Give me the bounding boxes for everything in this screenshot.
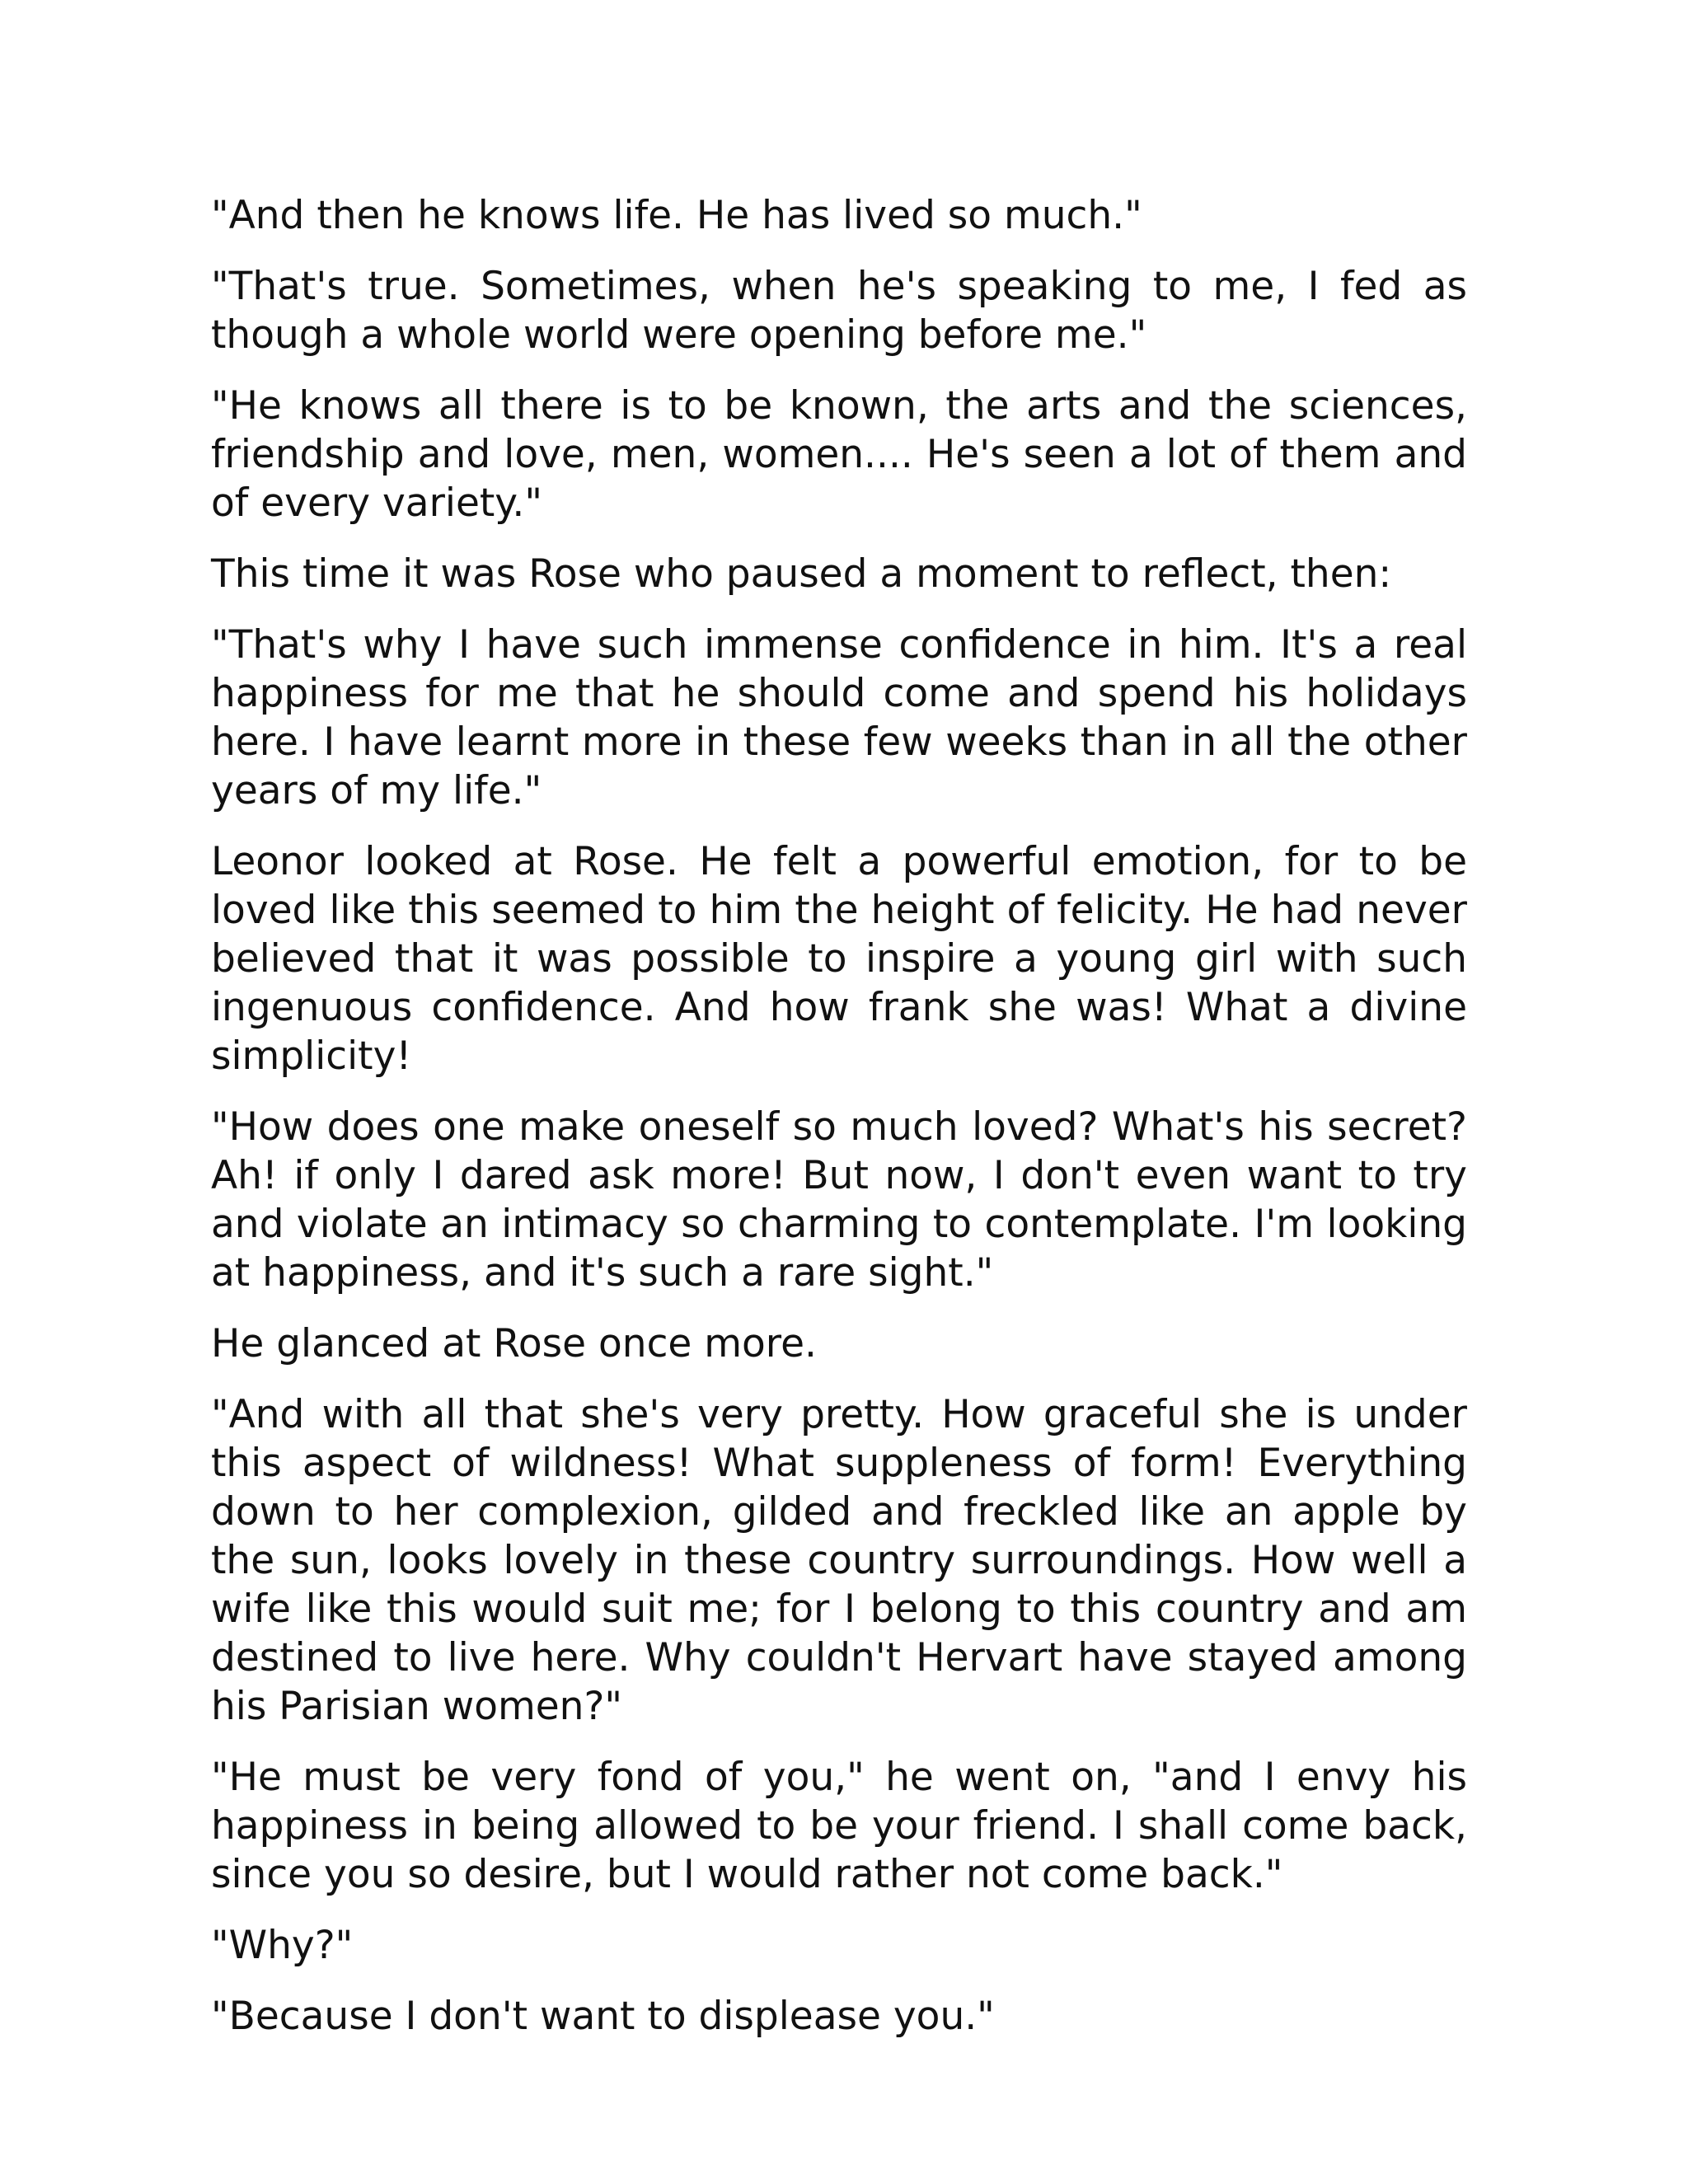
paragraph: "He knows all there is to be known, the arts and the sciences, friendship and love, men, women.... He's seen a lot of them and of every variety." bbox=[211, 383, 1467, 526]
paragraph: "And with all that she's very pretty. How graceful she is under this aspect of wildness! What suppleness of form! Everything down to her complexion, gilded and freckled like an apple by the sun, looks lovely in these country surroundings. How well a wife like this would suit me; for I belong to this country and am destined to live here. Why couldn't Hervart have stayed among his Parisian women?" bbox=[211, 1392, 1467, 1729]
paragraph: "He must be very fond of you," he went on, "and I envy his happiness in being allowed to be your friend. I shall come back, since you so desire, but I would rather not come back." bbox=[211, 1755, 1467, 1897]
paragraph: He glanced at Rose once more. bbox=[211, 1321, 817, 1366]
paragraph: "How does one make oneself so much loved? What's his secret? Ah! if only I dared ask more! But now, I don't even want to try and violate an intimacy so charming to contemplate. I'm looking at happiness, and it's such a rare sight." bbox=[211, 1104, 1467, 1296]
paragraph: This time it was Rose who paused a moment to reflect, then: bbox=[211, 551, 1392, 597]
paragraph: "And then he knows life. He has lived so much." bbox=[211, 193, 1142, 238]
paragraph: "Why?" bbox=[211, 1923, 354, 1968]
paragraph: "That's true. Sometimes, when he's speaking to me, I fed as though a whole world were opening before me." bbox=[211, 264, 1467, 358]
paragraph: "That's why I have such immense confidence in him. It's a real happiness for me that he should come and spend his holidays here. I have learnt more in these few weeks than in all the other years of my life." bbox=[211, 622, 1467, 813]
paragraph: Leonor looked at Rose. He felt a powerful emotion, for to be loved like this seemed to him the height of felicity. He had never believed that it was possible to inspire a young girl with such ingenuous confidence. And how frank she was! What a divine simplicity! bbox=[211, 839, 1467, 1079]
paragraph: "Because I don't want to displease you." bbox=[211, 1994, 995, 2039]
book-page bbox=[211, 191, 1467, 2063]
